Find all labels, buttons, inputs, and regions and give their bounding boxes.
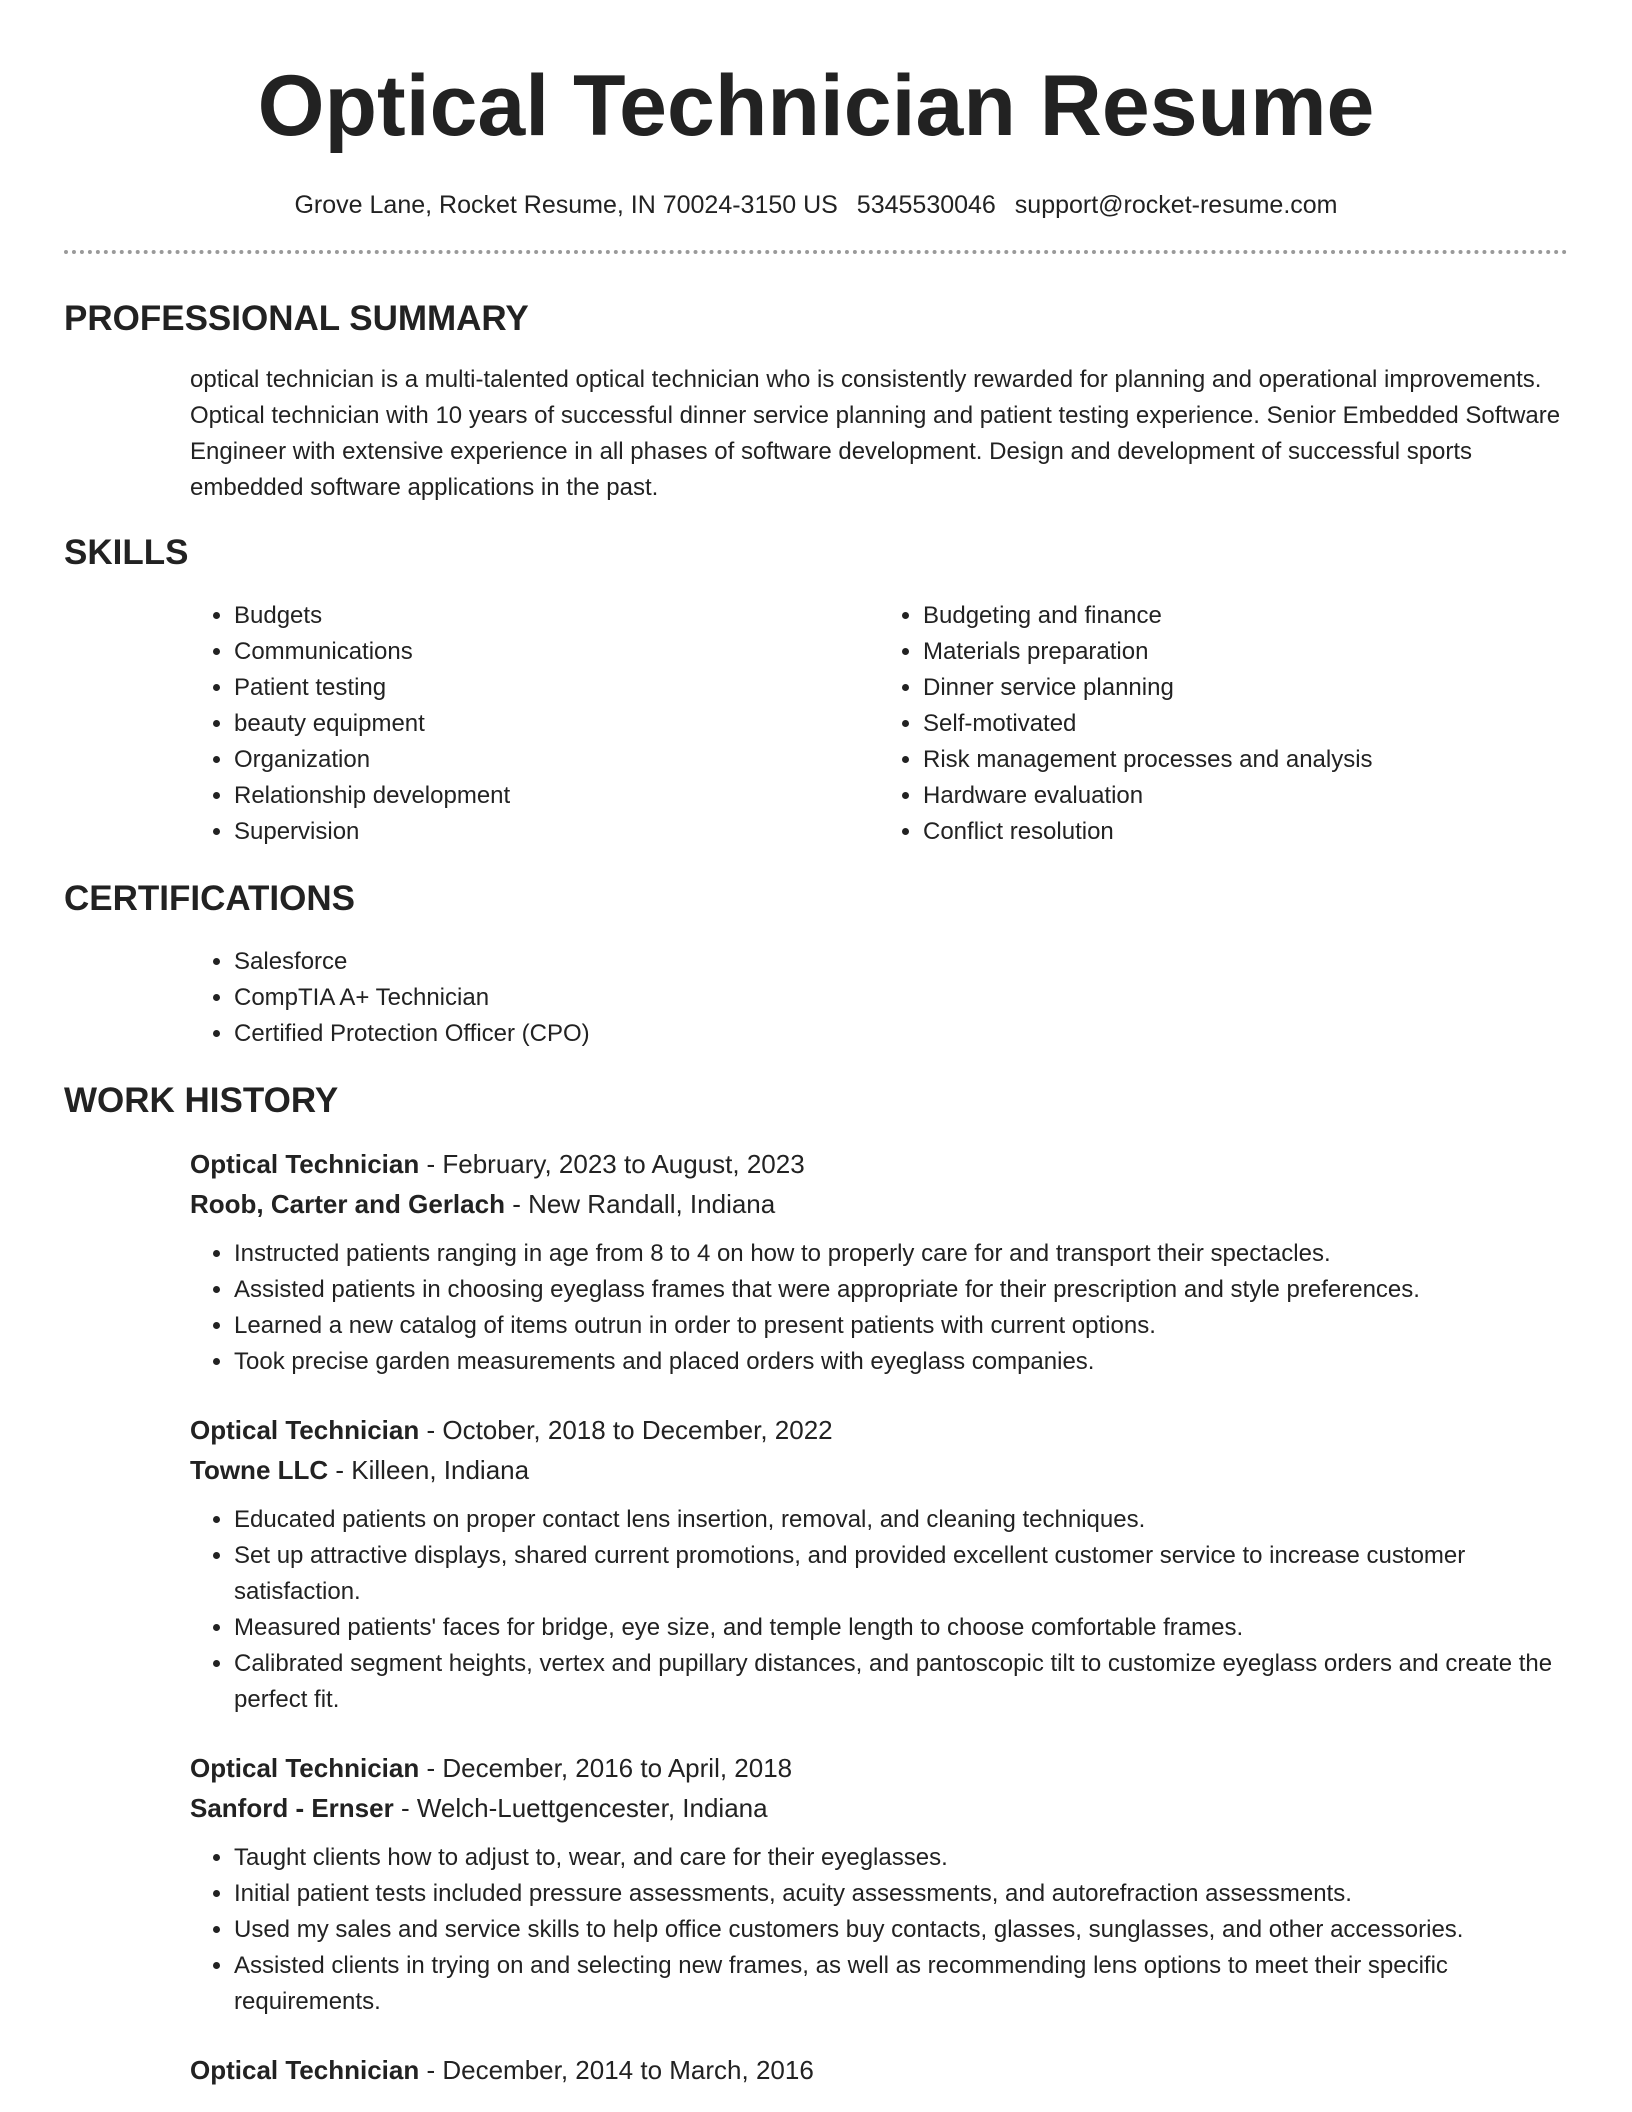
skills-heading: SKILLS <box>64 533 189 572</box>
job-role: Optical Technician <box>190 1415 420 1445</box>
skill-item: • Hardware evaluation <box>923 778 1568 814</box>
job-bullet: • Set up attractive displays, shared current promotions, and provided excellent customer service to increase customer satisfaction. <box>234 1538 1568 1610</box>
job-location: - New Randall, Indiana <box>504 1189 776 1219</box>
job-company: Towne LLC <box>190 1455 329 1485</box>
job-entry <box>190 1410 1568 1718</box>
job-bullet: • Taught clients how to adjust to, wear, and care for their eyeglasses. <box>234 1840 1568 1876</box>
certification-item: • CompTIA A+ Technician <box>234 980 1568 1016</box>
contact-line <box>64 190 1568 220</box>
skill-item: • Relationship development <box>234 778 879 814</box>
job-bullet: • Calibrated segment heights, vertex and pupillary distances, and pantoscopic tilt to customize eyeglass orders and create the perfect fit. <box>234 1646 1568 1718</box>
job-location: - Killeen, Indiana <box>328 1455 530 1485</box>
job-entry <box>190 1144 1568 1380</box>
job-bullet: • Instructed patients ranging in age from 8 to 4 on how to properly care for and transport their spectacles. <box>234 1236 1568 1272</box>
skill-item: • Conflict resolution <box>923 814 1568 850</box>
job-bullet: • Used my sales and service skills to help office customers buy contacts, glasses, sunglasses, and other accessories. <box>234 1912 1568 1948</box>
job-role: Optical Technician <box>190 1149 420 1179</box>
skill-item: • Budgeting and finance <box>923 598 1568 634</box>
job-entry <box>190 2050 1568 2090</box>
job-bullet: • Assisted patients in choosing eyeglass frames that were appropriate for their prescription and style preferences. <box>234 1272 1568 1308</box>
job-bullet: • Learned a new catalog of items outrun in order to present patients with current options. <box>234 1308 1568 1344</box>
job-company-line <box>190 1788 1568 1828</box>
skill-item: • Organization <box>234 742 879 778</box>
job-bullet: • Assisted clients in trying on and selecting new frames, as well as recommending lens options to meet their specific requirements. <box>234 1948 1568 2020</box>
job-role: Optical Technician <box>190 1753 420 1783</box>
job-title-line <box>190 2050 1568 2090</box>
certification-item: • Certified Protection Officer (CPO) <box>234 1016 1568 1052</box>
skills-column-right <box>879 598 1568 850</box>
job-dates: - December, 2014 to March, 2016 <box>419 2055 814 2085</box>
skill-item: • Dinner service planning <box>923 670 1568 706</box>
page-title: Optical Technician Resume <box>257 58 1375 154</box>
header-divider <box>64 250 1568 254</box>
job-company-line <box>190 1184 1568 1224</box>
job-dates: - December, 2016 to April, 2018 <box>419 1753 793 1783</box>
job-bullets <box>190 1840 1568 2020</box>
skills-column-left <box>190 598 879 850</box>
job-bullet: • Educated patients on proper contact lens insertion, removal, and cleaning techniques. <box>234 1502 1568 1538</box>
job-entry <box>190 1748 1568 2020</box>
contact-phone: 5345530046 <box>856 191 996 219</box>
skill-item: • Communications <box>234 634 879 670</box>
summary-text: optical technician is a multi-talented optical technician who is consistently rewarded for planning and operational improvements. Optical technician with 10 years of successful dinner service planning and patient testing experience. Senior Embedded Software Engineer with extensive experience in all phases of software development. Design and development of successful sports embedded software applications in the past. <box>190 366 1561 501</box>
job-title-line <box>190 1144 1568 1184</box>
skill-item: • Risk management processes and analysis <box>923 742 1568 778</box>
work-history-heading: WORK HISTORY <box>64 1081 339 1120</box>
job-bullets <box>190 1236 1568 1380</box>
certifications-heading: CERTIFICATIONS <box>64 879 356 918</box>
job-company-line <box>190 1450 1568 1490</box>
job-dates: - October, 2018 to December, 2022 <box>419 1415 833 1445</box>
contact-address: Grove Lane, Rocket Resume, IN 70024-3150 US <box>294 191 838 219</box>
contact-email: support@rocket-resume.com <box>1014 191 1338 219</box>
job-bullet: • Initial patient tests included pressure assessments, acuity assessments, and autorefraction assessments. <box>234 1876 1568 1912</box>
job-bullet: • Measured patients' faces for bridge, eye size, and temple length to choose comfortable frames. <box>234 1610 1568 1646</box>
skill-item: • Budgets <box>234 598 879 634</box>
job-role: Optical Technician <box>190 2055 420 2085</box>
job-title-line <box>190 1748 1568 1788</box>
skill-item: • Patient testing <box>234 670 879 706</box>
skill-item: • Supervision <box>234 814 879 850</box>
skill-item: • Materials preparation <box>923 634 1568 670</box>
job-bullets <box>190 1502 1568 1718</box>
job-company: Roob, Carter and Gerlach <box>190 1189 505 1219</box>
job-bullet: • Took precise garden measurements and placed orders with eyeglass companies. <box>234 1344 1568 1380</box>
certification-item: • Salesforce <box>234 944 1568 980</box>
job-company: Sanford - Ernser <box>190 1793 394 1823</box>
certifications-list <box>190 944 1568 1052</box>
summary-heading: PROFESSIONAL SUMMARY <box>64 299 529 338</box>
skills-grid <box>190 598 1568 850</box>
skill-item: • beauty equipment <box>234 706 879 742</box>
job-location: - Welch-Luettgencester, Indiana <box>393 1793 768 1823</box>
job-title-line <box>190 1410 1568 1450</box>
job-dates: - February, 2023 to August, 2023 <box>419 1149 805 1179</box>
skill-item: • Self-motivated <box>923 706 1568 742</box>
